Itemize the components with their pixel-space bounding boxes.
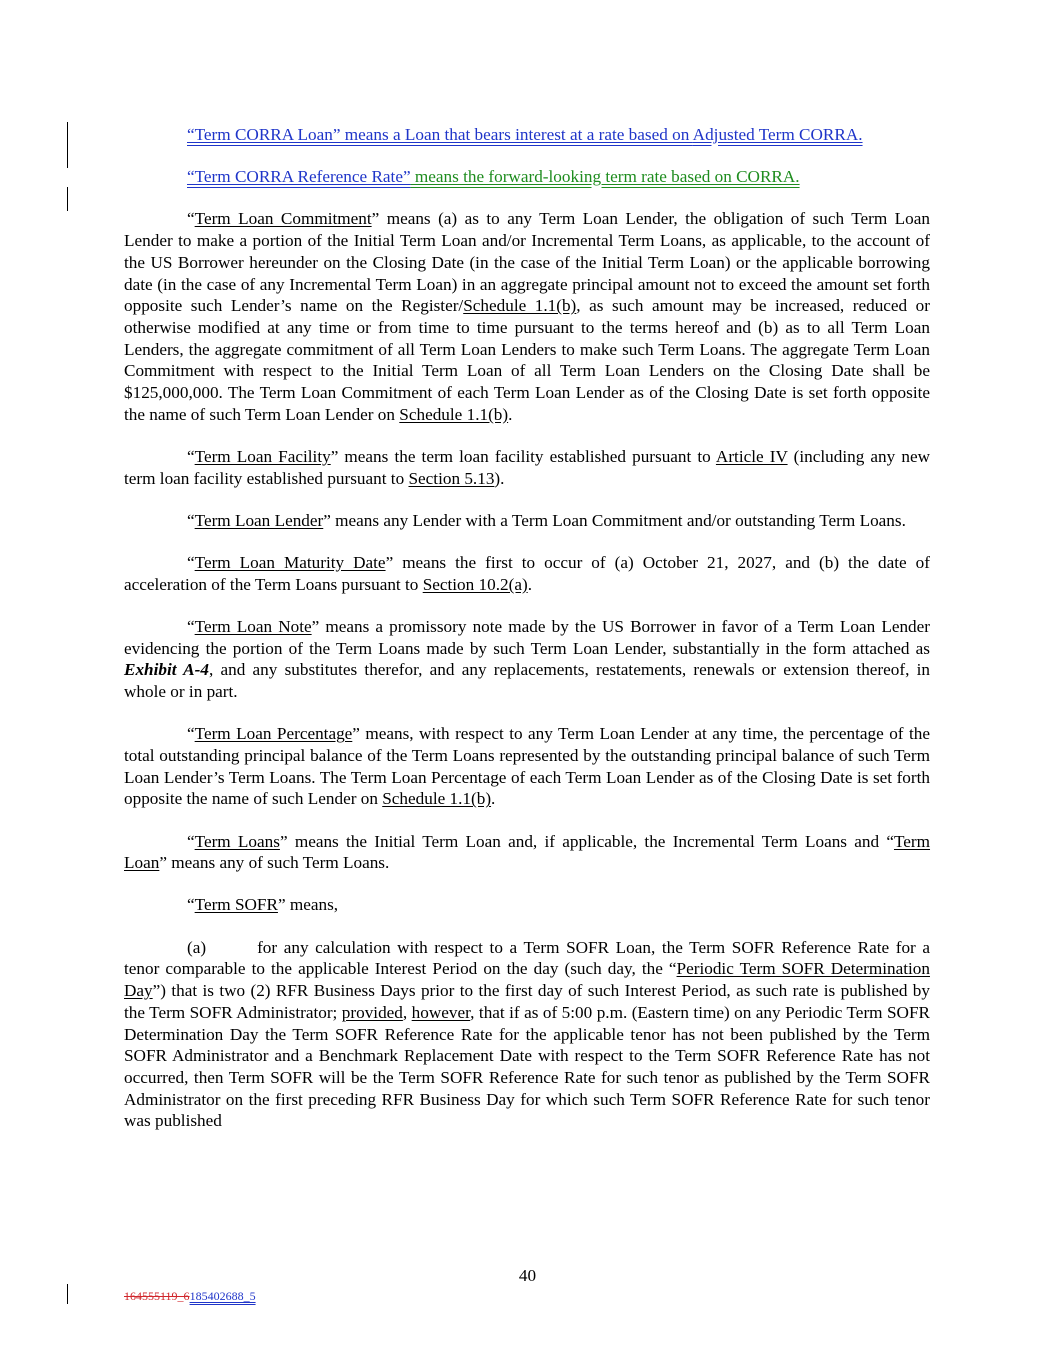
- cross-reference: Schedule 1.1(b): [463, 296, 577, 316]
- exhibit-reference: Exhibit A-4: [124, 660, 209, 680]
- defined-term: Term Loan: [124, 831, 931, 873]
- defined-term: Term Loan Lender: [194, 510, 324, 530]
- defined-term: Term Loans: [194, 831, 280, 851]
- document-body: [124, 124, 930, 1153]
- change-bar: [67, 187, 68, 211]
- proviso: however: [411, 1002, 471, 1022]
- definition-term-loan-maturity-date: “Term Loan Maturity Date” means the first to occur of (a) October 21, 2027, and (b) the date of acceleration of the Term Loans pursuant to Section 10.2(a).: [124, 553, 930, 594]
- cross-reference: Article IV: [715, 446, 788, 466]
- change-bar: [67, 122, 68, 168]
- defined-term: Term Loan Commitment: [194, 209, 372, 229]
- definition-term-corra-loan: “Term CORRA Loan” means a Loan that bears interest at a rate based on Adjusted Term CORRA.: [187, 125, 863, 144]
- definition-term-loan-commitment: “Term Loan Commitment” means (a) as to any Term Loan Lender, the obligation of such Term Loan Lender to make a portion of the Initial Term Loan and/or Incremental Term Loans, as applicable, to the account of the US Borrower hereunder on the Closing Date (in the case of the Initial Term Loan) or the applicable borrowing date (in the case of any Incremental Term Loan) in an aggregate principal amount not to exceed the amount set forth opposite such Lender’s name on the Register/Schedule 1.1(b), as such amount may be increased, reduced or otherwise modified at any time or from time to time pursuant to the terms hereof and (b) as to all Term Loan Lenders, the aggregate commitment of all Term Loan Lenders to make such Term Loans. The aggregate Term Loan Commitment with respect to the Initial Term Loan of all Term Loan Lenders on the Closing Date shall be $125,000,000. The Term Loan Commitment of each Term Loan Lender as of the Closing Date is set forth opposite the name of such Term Loan Lender on Schedule 1.1(b).: [124, 209, 930, 424]
- defined-term: Term Loan Facility: [194, 446, 331, 466]
- change-bar: [67, 1284, 68, 1304]
- definition-term-loan-percentage: “Term Loan Percentage” means, with respect to any Term Loan Lender at any time, the percentage of the total outstanding principal balance of the Term Loans represented by the outstanding principal balance of such Term Loan Lender’s Term Loans. The Term Loan Percentage of each Term Loan Lender as of the Closing Date is set forth opposite the name of such Lender on Schedule 1.1(b).: [124, 724, 930, 809]
- definition-term-loans: “Term Loans” means the Initial Term Loan and, if applicable, the Incremental Term Loans and “Term Loan” means any of such Term Loans.: [124, 831, 931, 873]
- deleted-doc-id: 164555119_6: [124, 1289, 190, 1303]
- definition-term-sofr: “Term SOFR” means,: [187, 895, 339, 915]
- definition-term-loan-lender: “Term Loan Lender” means any Lender with a Term Loan Commitment and/or outstanding Term Loans.: [187, 510, 906, 530]
- cross-reference: Section 10.2(a): [422, 574, 528, 594]
- cross-reference: Section 5.13: [408, 468, 495, 488]
- defined-term: Term Loan Maturity Date: [194, 553, 386, 573]
- definition-term-corra-reference-rate: “Term CORRA Reference Rate” means the forward-looking term rate based on CORRA.: [187, 167, 800, 187]
- defined-term: Term SOFR: [194, 895, 278, 915]
- inserted-doc-id: 185402688_5: [189, 1289, 256, 1303]
- cross-reference: Schedule 1.1(b): [382, 789, 492, 809]
- defined-term: Periodic Term SOFR Determination Day: [124, 959, 930, 1001]
- cross-reference: Schedule 1.1(b): [399, 404, 509, 424]
- page-number: 40: [518, 1266, 537, 1285]
- definition-term-sofr-clause-a: (a) for any calculation with respect to a Term SOFR Loan, the Term SOFR Reference Rate for a tenor comparable to the applicable Interest Period on the day (such day, the “Periodic Term SOFR Determination Day”) that is two (2) RFR Business Days prior to the first day of such Interest Period, as such rate is published by the Term SOFR Administrator; provided, however, that if as of 5:00 p.m. (Eastern time) on any Periodic Term SOFR Determination Day the Term SOFR Reference Rate for the applicable tenor has not been published by the Term SOFR Administrator and a Benchmark Replacement Date with respect to the Term SOFR Reference Rate has not occurred, then Term SOFR will be the Term SOFR Reference Rate for such tenor as published by the Term SOFR Administrator on the first preceding RFR Business Day for which such Term SOFR Reference Rate for such tenor was published: [124, 937, 930, 1131]
- document-id: [124, 1289, 256, 1304]
- clause-label: (a): [187, 937, 207, 957]
- definition-term-loan-facility: “Term Loan Facility” means the term loan facility established pursuant to Article IV (including any new term loan facility established pursuant to Section 5.13).: [124, 446, 930, 488]
- proviso: provided: [341, 1002, 403, 1022]
- definition-term-loan-note: “Term Loan Note” means a promissory note made by the US Borrower in favor of a Term Loan Lender evidencing the portion of the Term Loans made by such Term Loan Lender, substantially in the form attached as Exhibit A-4, and any substitutes therefor, and any replacements, restatements, renewals or extension thereof, in whole or in part.: [124, 616, 930, 702]
- defined-term: Term Loan Note: [194, 616, 312, 636]
- defined-term: Term Loan Percentage: [194, 724, 353, 744]
